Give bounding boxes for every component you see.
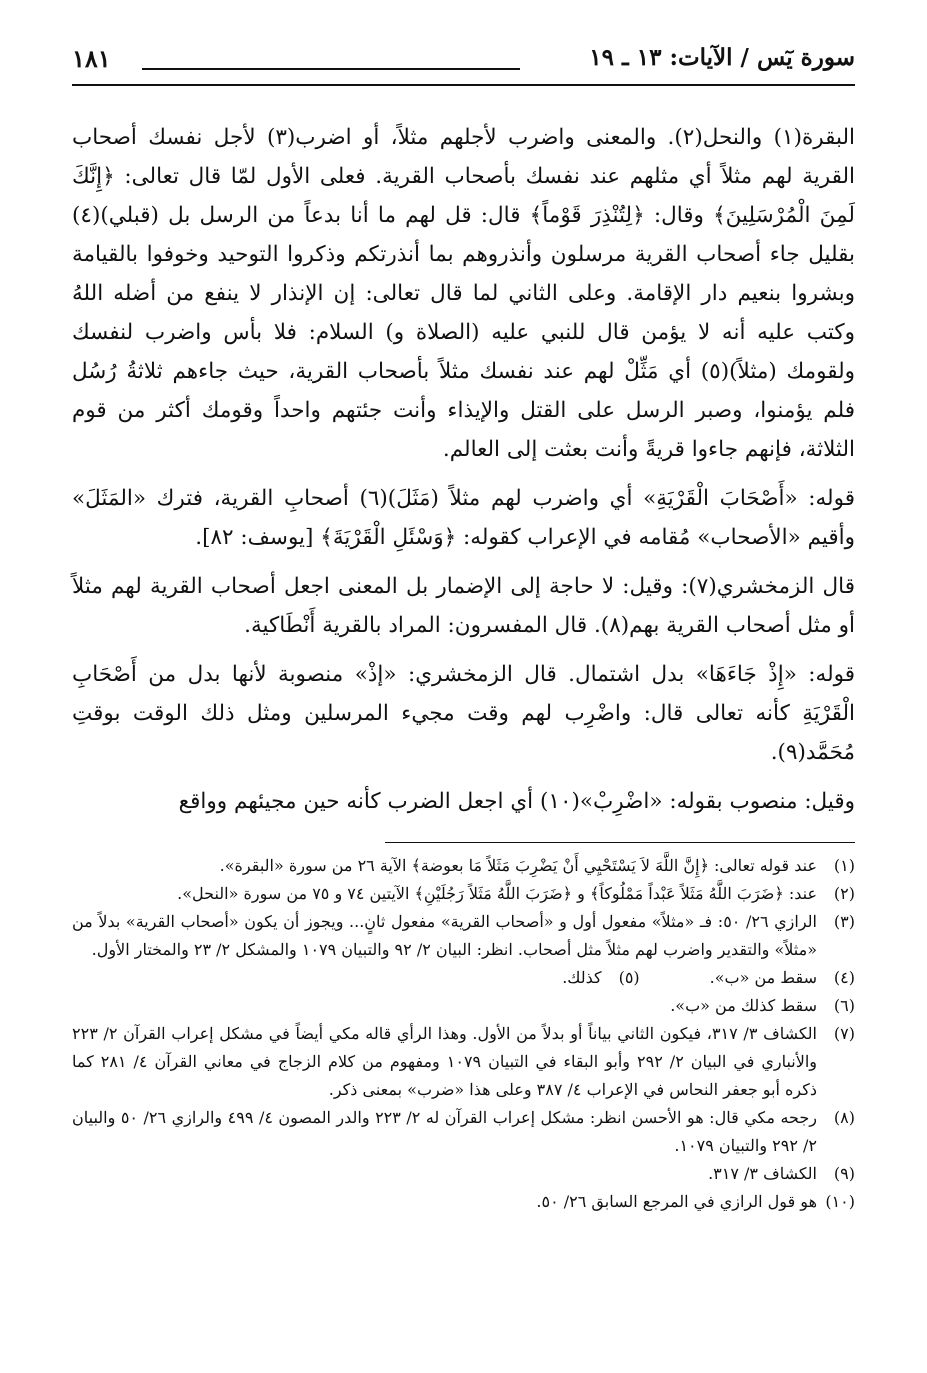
main-text <box>72 118 855 821</box>
footnote-text: عند: ﴿ضَرَبَ اللَّهُ مَثَلاً عَبْداً مَمْلُوكاً﴾ و ﴿ضَرَبَ اللَّهُ مَثَلاً رَجُلَيْنِ﴾ الآيتين ٧٤ و ٧٥ من سورة «النحل». <box>177 884 817 903</box>
footnote-separator <box>385 842 855 843</box>
paragraph: قوله: «أَصْحَابَ الْقَرْيَةِ» أي واضرب لهم مثلاً (مَثَلَ)(٦) أصحابِ القرية، فترك «المَثَلَ» وأقيم «الأصحاب» مُقامه في الإعراب كقوله: ﴿وَسْئَلِ الْقَرْيَةَ﴾ [يوسف: ٨٢]. <box>72 486 855 550</box>
paragraph: وقيل: منصوب بقوله: «اضْرِبْ»(١٠) أي اجعل الضرب كأنه حين مجيئهم وواقع <box>178 789 855 814</box>
footnote-text: رجحه مكي قال: هو الأحسن انظر: مشكل إعراب القرآن له ٢/ ٢٢٣ والدر المصون ٤/ ٤٩٩ والرازي ٢٦/ ٥٠ والبيان ٢/ ٢٩٢ والتبيان ١٠٧٩. <box>72 1108 817 1155</box>
paragraph: البقرة(١) والنحل(٢). والمعنى واضرب لأجلهم مثلاً، أو اضرب(٣) لأجل نفسك أصحاب القرية لهم مثلاً أي مثلهم عند نفسك بأصحاب القرية. فعلى الأول لمّا قال تعالى: ﴿إِنَّكَ لَمِنَ الْمُرْسَلِينَ﴾ وقال: ﴿لِتُنْذِرَ قَوْماً﴾ قال: قل لهم ما أنا بدعاً من الرسل بل (قبلي)(٤) بقليل جاء أصحاب القرية مرسلون وأنذروهم بما أنذرتكم وذكروا التوحيد وخوفوا بالقيامة وبشروا بنعيم دار الإقامة. وعلى الثاني لما قال تعالى: إن الإنذار لا ينفع من أضله اللهُ وكتب عليه أنه لا يؤمن قال للنبي عليه (الصلاة و) السلام: فلا بأس واضرب لنفسك ولقومك (مثلاً)(٥) أي مَثِّلْ لهم عند نفسك مثلاً بأصحاب القرية، حيث جاءهم ثلاثةُ رُسُل فلم يؤمنوا، وصبر الرسل على القتل والإيذاء وأنت جئتهم واحداً وقومك أكثر من قوم الثلاثة، فإنهم جاءوا قريةً وأنت بعثت إلى العالم. <box>72 125 856 462</box>
footnote <box>710 964 855 992</box>
footnote <box>562 964 639 992</box>
footnote-text: كذلك. <box>562 968 602 987</box>
footnote-text: الكشاف ٣/ ٣١٧. <box>708 1164 817 1183</box>
paragraph: قال الزمخشري(٧): وقيل: لا حاجة إلى الإضمار بل المعنى اجعل أصحاب القرية لهم مثلاً أو مثل أصحاب القرية بهم(٨). قال المفسرون: المراد بالقرية أَنْطَاكية. <box>72 574 856 638</box>
footnote-text: سقط كذلك من «ب». <box>670 996 817 1015</box>
footnote-text: الكشاف ٣/ ٣١٧، فيكون الثاني بياناً أو بدلاً من الأول. وهذا الرأي قاله مكي أيضاً في مشكل إعراب القرآن ٢/ ٢٢٣ والأنباري في البيان ٢/ ٢٩٢ وأبو البقاء في التبيان ١٠٧٩ ومفهوم من كلام الزجاج في معاني القرآن ٤/ ٢٨١ كما ذكره أبو جعفر النحاس في الإعراب ٤/ ٣٨٧ وعلى هذا «ضرب» بمعنى ذكر. <box>72 1024 818 1099</box>
footnote-text: هو قول الرازي في المرجع السابق ٢٦/ ٥٠. <box>536 1192 817 1211</box>
footnote <box>72 908 855 964</box>
footnote-number: (٣) <box>833 912 855 931</box>
footnote-number: (١٠) <box>825 1192 855 1211</box>
footnote-text: عند قوله تعالى: ﴿إِنَّ اللَّهَ لاَ يَسْتَحْيِي أَنْ يَضْرِبَ مَثَلاً مَا بعوضة﴾ الآية ٢٦ من سورة «البقرة». <box>219 856 817 875</box>
paragraph: قوله: «إِذْ جَاءَهَا» بدل اشتمال. قال الزمخشري: «إذْ» منصوبة لأنها بدل من أَصْحَابِ الْقَرْيَةِ كأنه تعالى قال: واضْرِب لهم وقت مجيء المرسلين ومثل ذلك الوقت بوقتِ مُحَمَّد(٩). <box>72 662 855 765</box>
footnote <box>72 1104 855 1160</box>
footnote <box>72 1020 855 1104</box>
footnote <box>72 880 855 908</box>
page-header <box>72 40 855 86</box>
footnotes <box>72 852 855 1216</box>
footnote-number: (٥) <box>618 968 640 987</box>
header-rule <box>142 68 520 70</box>
footnote-text: الرازي ٢٦/ ٥٠: فـ «مثلاً» مفعول أول و «أصحاب القرية» مفعول ثانٍ... ويجوز أن يكون «أصحاب القرية» بدلاً من «مثلاً» والتقدير واضرب لهم مثلاً مثل أصحاب. انظر: البيان ٢/ ٩٢ والتبيان ١٠٧٩ والمشكل ٢/ ٢٣ والمختار الأول. <box>72 912 817 959</box>
page-number: ١٨١ <box>72 44 111 73</box>
running-title: سورة يٓس / الآيات: ١٣ ـ ١٩ <box>589 44 855 71</box>
footnote-number: (٤) <box>833 968 855 987</box>
footnote <box>72 1160 855 1188</box>
footnote-number: (٦) <box>833 996 855 1015</box>
footnote-number: (١) <box>833 856 855 875</box>
footnote-number: (٨) <box>833 1108 855 1127</box>
footnote <box>72 992 855 1020</box>
footnote <box>72 852 855 880</box>
footnote-number: (٩) <box>833 1164 855 1183</box>
footnote-pair <box>72 964 855 992</box>
footnote-number: (٧) <box>833 1024 855 1043</box>
footnote <box>72 1188 855 1216</box>
footnote-text: سقط من «ب». <box>709 968 817 987</box>
footnote-number: (٢) <box>833 884 855 903</box>
